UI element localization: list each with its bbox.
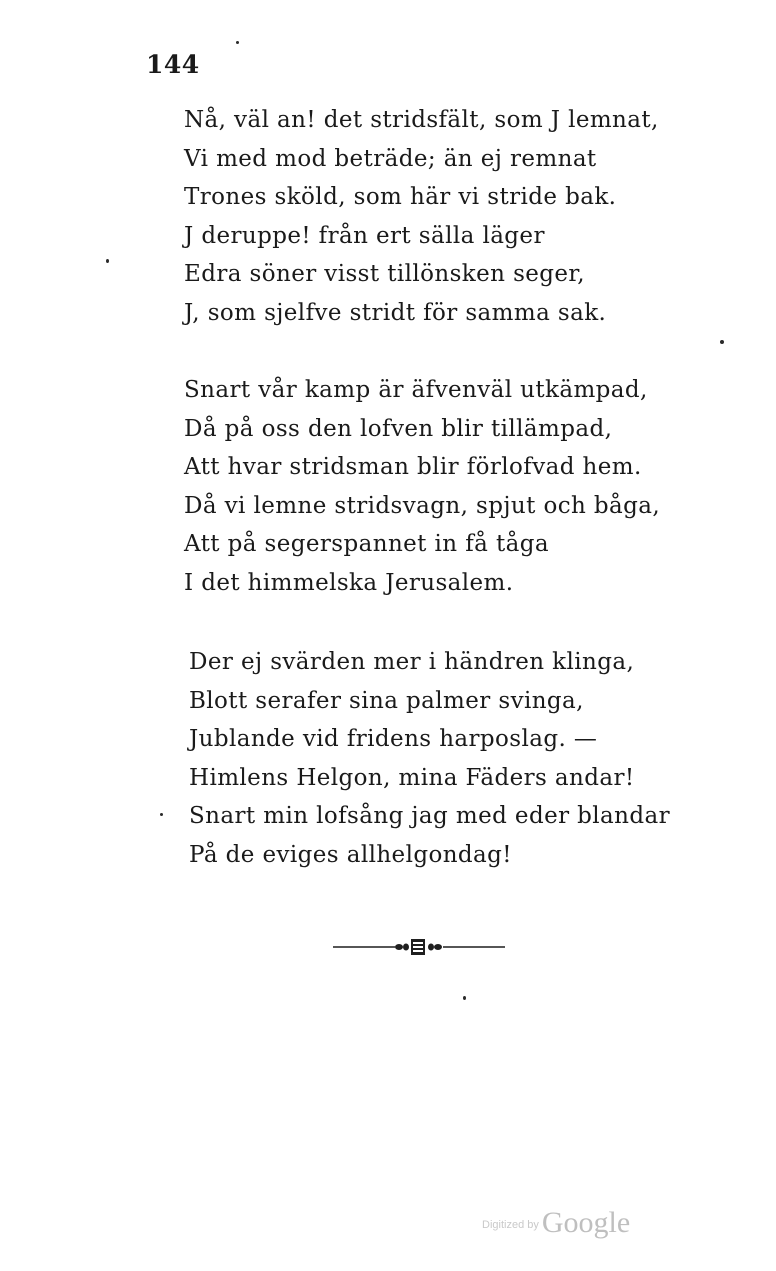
ink-speck xyxy=(236,41,239,44)
stanza-3 xyxy=(189,643,670,874)
verse-line: Blott serafer sina palmer svinga, xyxy=(189,687,584,714)
verse-line: Då vi lemne stridsvagn, spjut och båga, xyxy=(184,492,661,519)
verse-line: Edra söner visst tillönsken seger, xyxy=(184,261,585,287)
verse-line: J, som sjelfve stridt för samma sak. xyxy=(184,299,607,326)
verse-line: J deruppe! från ert sälla läger xyxy=(184,222,545,249)
verse-line: Snart min lofsång jag med eder blandar xyxy=(189,803,671,829)
verse-line: Himlens Helgon, mina Fäders andar! xyxy=(189,764,635,791)
verse-line: Vi med mod beträde; än ej remnat xyxy=(184,145,597,172)
verse-line: Snart vår kamp är äfvenväl utkämpad, xyxy=(184,377,648,403)
stanza-1 xyxy=(184,101,659,332)
verse-line: Der ej svärden mer i händren klinga, xyxy=(189,649,635,675)
watermark-brand: Google xyxy=(541,1206,631,1239)
tailpiece-ornament-icon xyxy=(333,935,505,959)
digitized-watermark xyxy=(482,1206,630,1240)
verse-line: På de eviges allhelgondag! xyxy=(189,841,512,868)
verse-line: Då på oss den lofven blir tillämpad, xyxy=(184,415,613,442)
verse-line: Jublande vid fridens harposlag. — xyxy=(189,726,598,752)
ink-speck xyxy=(720,340,724,344)
verse-line: Att hvar stridsman blir förlofvad hem. xyxy=(184,454,642,480)
verse-line: Trones sköld, som här vi stride bak. xyxy=(184,184,617,210)
ink-speck xyxy=(160,813,163,816)
ink-speck xyxy=(463,996,466,1000)
verse-line: I det himmelska Jerusalem. xyxy=(184,569,514,596)
stanza-2 xyxy=(184,371,660,602)
page-number: 144 xyxy=(146,50,200,79)
verse-line: Att på segerspannet in få tåga xyxy=(184,531,549,557)
ink-speck xyxy=(106,259,109,263)
watermark-prefix: Digitized by xyxy=(482,1219,539,1231)
verse-line: Nå, väl an! det stridsfält, som J lemnat, xyxy=(184,107,659,133)
